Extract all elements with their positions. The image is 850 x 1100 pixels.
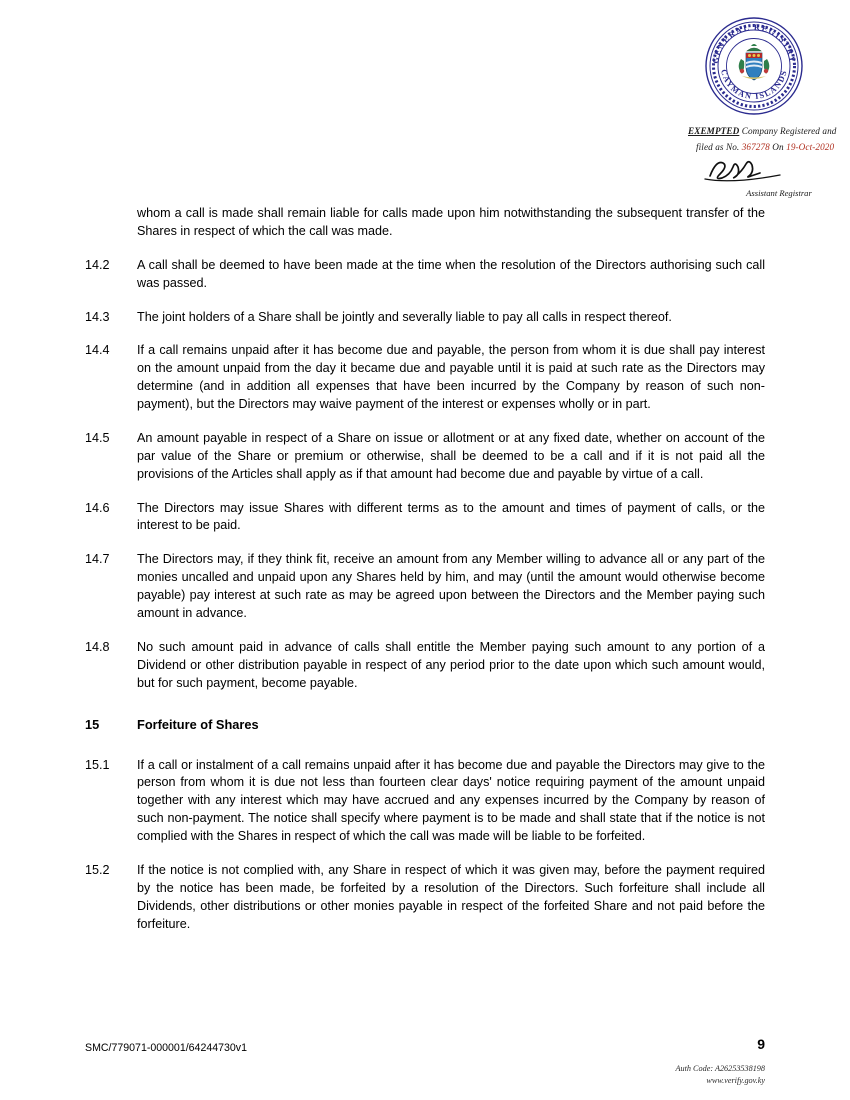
stamp-registration-date: 19-Oct-2020	[786, 142, 835, 152]
svg-text:GENERAL REGISTRY: GENERAL REGISTRY	[710, 22, 798, 65]
clause-number: 14.4	[85, 343, 110, 358]
section-heading-15	[85, 716, 765, 734]
clause-text: An amount payable in respect of a Share on issue or allotment or at any fixed date, whether on account of the par value of the Share or premium or otherwise, shall be deemed to be a call and if it is not paid all the provisions of the Articles shall apply as if that amount had become due and payable by virtue of a call.	[137, 430, 765, 481]
stamp-filed-prefix: filed as No.	[696, 142, 742, 152]
section-number: 15	[85, 717, 100, 733]
registrar-title-label: Assistant Registrar	[746, 188, 812, 198]
stamp-exempted-label: EXEMPTED	[688, 126, 740, 136]
stamp-registration-number: 367278	[741, 142, 770, 152]
clause-text: No such amount paid in advance of calls shall entitle the Member paying such amount to any portion of a Dividend or other distribution payable in respect of any period prior to the date upon which such amount would, but for such payment, become payable.	[137, 639, 765, 690]
clause-15-2	[85, 862, 765, 934]
clause-text: The Directors may issue Shares with different terms as to the amount and times of payment of calls, or the interest to be paid.	[137, 500, 765, 533]
svg-text:CAYMAN ISLANDS: CAYMAN ISLANDS	[719, 68, 789, 102]
clause-14-5	[85, 430, 765, 484]
clause-number: 14.5	[85, 430, 110, 445]
footer-page-number: 9	[757, 1036, 765, 1052]
footer-document-reference: SMC/779071-000001/64244730v1	[85, 1042, 247, 1054]
clause-text: If a call remains unpaid after it has become due and payable, the person from whom it is due shall pay interest on the amount unpaid from the day it became due and payable until it is paid at such rate as the Directors may determine (and in addition all expenses that have been incurred by the Company by reason of such non-payment), but the Directors may waive payment of the interest or expenses wholly or in part.	[137, 343, 765, 411]
clause-14-6	[85, 500, 765, 536]
footer-verify-url: www.verify.gov.ky	[706, 1075, 765, 1085]
clause-continuation	[85, 205, 765, 241]
clause-text: A call shall be deemed to have been made at the time when the resolution of the Directors authorising such call was passed.	[137, 257, 765, 290]
registrar-signature-icon	[702, 154, 812, 188]
clause-text: The joint holders of a Share shall be jointly and severally liable to pay all calls in respect thereof.	[137, 309, 672, 324]
stamp-registration-line-1	[688, 126, 842, 136]
clause-number: 14.2	[85, 257, 110, 272]
clause-15-1	[85, 757, 765, 846]
clause-14-7	[85, 551, 765, 623]
clause-number: 14.8	[85, 639, 110, 654]
clause-14-2	[85, 257, 765, 293]
stamp-registration-line-2	[696, 142, 846, 152]
stamp-line1-rest: Company Registered and	[739, 126, 837, 136]
clause-number: 14.6	[85, 500, 110, 515]
clause-text: whom a call is made shall remain liable for calls made upon him notwithstanding the subsequent transfer of the Shares in respect of which the call was made.	[137, 206, 765, 238]
clause-text: If a call or instalment of a call remains unpaid after it has become due and payable the Directors may give to the person from whom it is due not less than fourteen clear days' notice requiring payment of the amount unpaid together with any interest which may have accrued and any expenses incurred by the Company by reason of such non-payment. The notice shall specify where payment is to be made and shall state that if the notice is not complied with the Shares in respect of which the call was made will be liable to be forfeited.	[137, 757, 765, 844]
document-body	[85, 205, 765, 949]
section-title: Forfeiture of Shares	[137, 717, 259, 733]
general-registry-seal-icon	[704, 16, 802, 114]
footer-auth-code: Auth Code: A26253538198	[675, 1064, 765, 1073]
clause-number: 15.1	[85, 757, 110, 772]
clause-14-3	[85, 309, 765, 327]
clause-number: 15.2	[85, 862, 110, 877]
clause-text: If the notice is not complied with, any Share in respect of which it was given may, before the payment required by the notice has been made, be forfeited by a resolution of the Directors. Such forfeiture shall include all Dividends, other distributions or other monies payable in respect of the forfeited Share and not paid before the forfeiture.	[137, 862, 765, 931]
clause-text: The Directors may, if they think fit, receive an amount from any Member willing to advance all or any part of the monies uncalled and unpaid upon any Shares held by him, and may (until the amount would otherwise become payable) pay interest at such rate as may be agreed upon between the Directors and the Member paying such amount in advance.	[137, 552, 765, 620]
stamp-on-label: On	[769, 142, 787, 152]
registry-stamp-block	[678, 14, 842, 198]
footer-auth-block	[676, 1063, 765, 1087]
clause-number: 14.3	[85, 309, 110, 324]
clause-number: 14.7	[85, 552, 110, 567]
clause-14-8	[85, 639, 765, 693]
clause-14-4	[85, 342, 765, 414]
